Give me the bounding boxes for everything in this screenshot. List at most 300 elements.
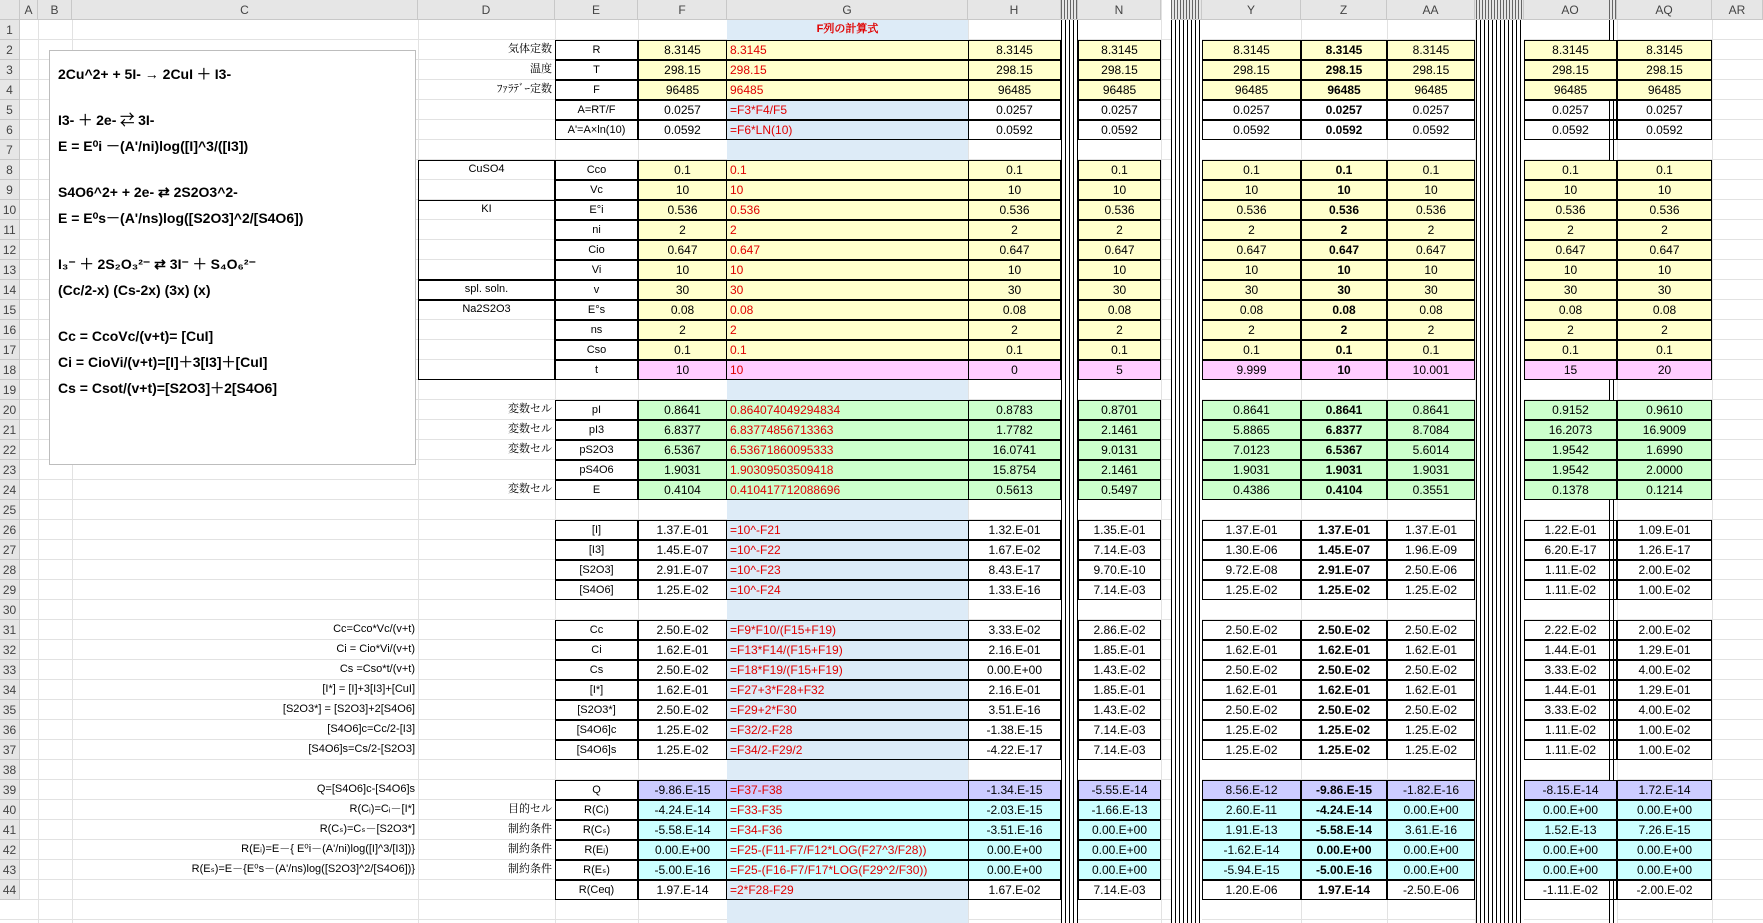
value-cell-aa[interactable]: 0.8641 — [1387, 400, 1475, 420]
value-cell-n[interactable]: 5 — [1078, 360, 1161, 380]
value-cell-aq[interactable]: 2.00.E-02 — [1617, 620, 1712, 640]
value-cell-n[interactable]: 30 — [1078, 280, 1161, 300]
value-cell-ao[interactable]: 8.3145 — [1524, 40, 1617, 60]
value-cell-y[interactable]: 0.08 — [1202, 300, 1301, 320]
value-cell-y[interactable]: 0.1 — [1202, 340, 1301, 360]
value-cell-n[interactable]: 1.85.E-01 — [1078, 680, 1161, 700]
value-cell-h[interactable]: 2 — [968, 220, 1061, 240]
value-cell-h[interactable]: 2 — [968, 320, 1061, 340]
value-cell-y[interactable]: 9.999 — [1202, 360, 1301, 380]
row-header[interactable]: 14 — [0, 280, 20, 300]
value-cell-aq[interactable]: 0.0257 — [1617, 100, 1712, 120]
param-name-cell[interactable]: R — [555, 40, 638, 60]
value-cell-n[interactable]: 0.08 — [1078, 300, 1161, 320]
column-header[interactable]: F — [638, 0, 727, 20]
value-cell-z[interactable]: 0.4104 — [1301, 480, 1387, 500]
param-name-cell[interactable]: E°i — [555, 200, 638, 220]
value-cell-f[interactable]: 1.45.E-07 — [638, 540, 727, 560]
value-cell-ao[interactable]: 96485 — [1524, 80, 1617, 100]
value-cell-f[interactable]: 10 — [638, 360, 727, 380]
value-cell-f[interactable]: 30 — [638, 280, 727, 300]
value-cell-y[interactable]: 0.647 — [1202, 240, 1301, 260]
value-cell-y[interactable]: -5.94.E-15 — [1202, 860, 1301, 880]
value-cell-ao[interactable]: 1.11.E-02 — [1524, 740, 1617, 760]
param-name-cell[interactable]: R(Ceq) — [555, 880, 638, 900]
value-cell-y[interactable]: 1.30.E-06 — [1202, 540, 1301, 560]
value-cell-aa[interactable]: -2.50.E-06 — [1387, 880, 1475, 900]
value-cell-aa[interactable]: 1.96.E-09 — [1387, 540, 1475, 560]
formula-cell-g[interactable]: =F13*F14/(F15+F19) — [727, 640, 968, 660]
value-cell-h[interactable]: 0.08 — [968, 300, 1061, 320]
value-cell-y[interactable]: 2 — [1202, 320, 1301, 340]
value-cell-ao[interactable]: 1.22.E-01 — [1524, 520, 1617, 540]
value-cell-f[interactable]: -5.58.E-14 — [638, 820, 727, 840]
value-cell-aq[interactable]: 0.00.E+00 — [1617, 800, 1712, 820]
value-cell-f[interactable]: 10 — [638, 260, 727, 280]
row-header[interactable]: 5 — [0, 100, 20, 120]
row-header[interactable]: 26 — [0, 520, 20, 540]
value-cell-aa[interactable]: 0.1 — [1387, 160, 1475, 180]
value-cell-aq[interactable]: 4.00.E-02 — [1617, 700, 1712, 720]
value-cell-z[interactable]: 0.08 — [1301, 300, 1387, 320]
value-cell-f[interactable]: 0.1 — [638, 340, 727, 360]
row-header[interactable]: 30 — [0, 600, 20, 620]
value-cell-z[interactable]: 6.8377 — [1301, 420, 1387, 440]
formula-cell-g[interactable]: 0.864074049294834 — [727, 400, 968, 420]
row-header[interactable]: 28 — [0, 560, 20, 580]
row-header[interactable]: 38 — [0, 760, 20, 780]
value-cell-f[interactable]: 2.50.E-02 — [638, 660, 727, 680]
value-cell-aa[interactable]: 2 — [1387, 220, 1475, 240]
value-cell-n[interactable]: 7.14.E-03 — [1078, 740, 1161, 760]
param-name-cell[interactable]: [I3] — [555, 540, 638, 560]
column-header[interactable]: AR — [1712, 0, 1763, 20]
value-cell-n[interactable]: 1.43.E-02 — [1078, 700, 1161, 720]
param-name-cell[interactable]: Vc — [555, 180, 638, 200]
value-cell-y[interactable]: 5.8865 — [1202, 420, 1301, 440]
value-cell-z[interactable]: 0.0257 — [1301, 100, 1387, 120]
value-cell-aa[interactable]: 0.00.E+00 — [1387, 860, 1475, 880]
value-cell-z[interactable]: 10 — [1301, 180, 1387, 200]
value-cell-aq[interactable]: 0.536 — [1617, 200, 1712, 220]
row-header[interactable]: 8 — [0, 160, 20, 180]
value-cell-h[interactable]: 1.7782 — [968, 420, 1061, 440]
value-cell-z[interactable]: 0.0592 — [1301, 120, 1387, 140]
value-cell-aa[interactable]: 2 — [1387, 320, 1475, 340]
value-cell-aq[interactable]: 7.26.E-15 — [1617, 820, 1712, 840]
formula-cell-g[interactable]: =F34-F36 — [727, 820, 968, 840]
value-cell-aa[interactable]: 0.00.E+00 — [1387, 800, 1475, 820]
value-cell-ao[interactable]: 1.52.E-13 — [1524, 820, 1617, 840]
param-name-cell[interactable]: ni — [555, 220, 638, 240]
value-cell-f[interactable]: 8.3145 — [638, 40, 727, 60]
column-header[interactable]: E — [555, 0, 638, 20]
value-cell-f[interactable]: 1.62.E-01 — [638, 680, 727, 700]
value-cell-z[interactable]: 10 — [1301, 360, 1387, 380]
formula-cell-g[interactable]: =F18*F19/(F15+F19) — [727, 660, 968, 680]
value-cell-h[interactable]: 0.536 — [968, 200, 1061, 220]
value-cell-z[interactable]: 1.25.E-02 — [1301, 580, 1387, 600]
value-cell-y[interactable]: 0.1 — [1202, 160, 1301, 180]
param-name-cell[interactable]: Cco — [555, 160, 638, 180]
value-cell-z[interactable]: 2.50.E-02 — [1301, 620, 1387, 640]
value-cell-y[interactable]: 9.72.E-08 — [1202, 560, 1301, 580]
value-cell-n[interactable]: 7.14.E-03 — [1078, 720, 1161, 740]
value-cell-n[interactable]: 2.1461 — [1078, 460, 1161, 480]
value-cell-n[interactable]: 0.536 — [1078, 200, 1161, 220]
value-cell-n[interactable]: 1.85.E-01 — [1078, 640, 1161, 660]
value-cell-f[interactable]: 0.8641 — [638, 400, 727, 420]
value-cell-f[interactable]: 6.5367 — [638, 440, 727, 460]
value-cell-y[interactable]: 0.0257 — [1202, 100, 1301, 120]
value-cell-h[interactable]: 1.67.E-02 — [968, 880, 1061, 900]
value-cell-ao[interactable]: 10 — [1524, 260, 1617, 280]
value-cell-z[interactable]: 96485 — [1301, 80, 1387, 100]
value-cell-aq[interactable]: 10 — [1617, 260, 1712, 280]
value-cell-y[interactable]: 10 — [1202, 180, 1301, 200]
column-header[interactable]: AO — [1524, 0, 1617, 20]
value-cell-aq[interactable]: 2.00.E-02 — [1617, 560, 1712, 580]
value-cell-aq[interactable]: 0.0592 — [1617, 120, 1712, 140]
value-cell-aq[interactable]: 2 — [1617, 220, 1712, 240]
value-cell-h[interactable]: 15.8754 — [968, 460, 1061, 480]
value-cell-h[interactable]: 1.33.E-16 — [968, 580, 1061, 600]
row-header[interactable]: 41 — [0, 820, 20, 840]
collapsed-column-header[interactable] — [1171, 0, 1202, 20]
param-name-cell[interactable]: Vi — [555, 260, 638, 280]
param-name-cell[interactable]: [S4O6]c — [555, 720, 638, 740]
param-name-cell[interactable]: Cs — [555, 660, 638, 680]
collapsed-column-header[interactable] — [1476, 0, 1524, 20]
value-cell-aq[interactable]: 30 — [1617, 280, 1712, 300]
row-header[interactable]: 36 — [0, 720, 20, 740]
value-cell-f[interactable]: 96485 — [638, 80, 727, 100]
value-cell-ao[interactable]: 0.1378 — [1524, 480, 1617, 500]
formula-cell-g[interactable]: =10^-F22 — [727, 540, 968, 560]
formula-cell-g[interactable]: 0.1 — [727, 160, 968, 180]
value-cell-y[interactable]: 2 — [1202, 220, 1301, 240]
value-cell-aq[interactable]: 2.0000 — [1617, 460, 1712, 480]
value-cell-y[interactable]: 1.20.E-06 — [1202, 880, 1301, 900]
value-cell-aa[interactable]: 0.1 — [1387, 340, 1475, 360]
value-cell-n[interactable]: 10 — [1078, 260, 1161, 280]
value-cell-ao[interactable]: 10 — [1524, 180, 1617, 200]
value-cell-y[interactable]: 1.62.E-01 — [1202, 680, 1301, 700]
value-cell-y[interactable]: 1.25.E-02 — [1202, 580, 1301, 600]
value-cell-h[interactable]: -3.51.E-16 — [968, 820, 1061, 840]
value-cell-aq[interactable]: 4.00.E-02 — [1617, 660, 1712, 680]
value-cell-ao[interactable]: -1.11.E-02 — [1524, 880, 1617, 900]
param-name-cell[interactable]: A'=A×ln(10) — [555, 120, 638, 140]
value-cell-z[interactable]: 10 — [1301, 260, 1387, 280]
column-header[interactable]: Z — [1301, 0, 1387, 20]
formula-cell-g[interactable]: =F6*LN(10) — [727, 120, 968, 140]
value-cell-ao[interactable]: 0.1 — [1524, 160, 1617, 180]
value-cell-f[interactable]: 2.91.E-07 — [638, 560, 727, 580]
formula-cell-g[interactable]: 6.53671860095333 — [727, 440, 968, 460]
value-cell-f[interactable]: 0.1 — [638, 160, 727, 180]
value-cell-y[interactable]: 8.56.E-12 — [1202, 780, 1301, 800]
formula-cell-g[interactable]: =F25-(F16-F7/F17*LOG(F29^2/F30)) — [727, 860, 968, 880]
value-cell-ao[interactable]: 1.9542 — [1524, 460, 1617, 480]
value-cell-aq[interactable]: 20 — [1617, 360, 1712, 380]
value-cell-n[interactable]: -1.66.E-13 — [1078, 800, 1161, 820]
value-cell-n[interactable]: 0.647 — [1078, 240, 1161, 260]
value-cell-aa[interactable]: 2.50.E-06 — [1387, 560, 1475, 580]
value-cell-z[interactable]: 30 — [1301, 280, 1387, 300]
value-cell-y[interactable]: 7.0123 — [1202, 440, 1301, 460]
value-cell-h[interactable]: 3.33.E-02 — [968, 620, 1061, 640]
value-cell-h[interactable]: 0.0257 — [968, 100, 1061, 120]
value-cell-n[interactable]: 2 — [1078, 320, 1161, 340]
value-cell-aa[interactable]: 10 — [1387, 260, 1475, 280]
value-cell-aq[interactable]: 1.26.E-17 — [1617, 540, 1712, 560]
value-cell-aa[interactable]: 8.3145 — [1387, 40, 1475, 60]
value-cell-aq[interactable]: 1.00.E-02 — [1617, 720, 1712, 740]
param-name-cell[interactable]: R(Eₛ) — [555, 860, 638, 880]
value-cell-aa[interactable]: 298.15 — [1387, 60, 1475, 80]
value-cell-aq[interactable]: 1.6990 — [1617, 440, 1712, 460]
value-cell-aq[interactable]: 0.1 — [1617, 160, 1712, 180]
param-name-cell[interactable]: Q — [555, 780, 638, 800]
value-cell-aa[interactable]: 0.08 — [1387, 300, 1475, 320]
value-cell-z[interactable]: -5.58.E-14 — [1301, 820, 1387, 840]
formula-cell-g[interactable]: 10 — [727, 180, 968, 200]
value-cell-ao[interactable]: 2 — [1524, 220, 1617, 240]
value-cell-n[interactable]: 2.86.E-02 — [1078, 620, 1161, 640]
value-cell-ao[interactable]: 0.536 — [1524, 200, 1617, 220]
formula-cell-g[interactable]: 10 — [727, 260, 968, 280]
value-cell-z[interactable]: 1.62.E-01 — [1301, 680, 1387, 700]
value-cell-aq[interactable]: 1.09.E-01 — [1617, 520, 1712, 540]
value-cell-y[interactable]: 1.37.E-01 — [1202, 520, 1301, 540]
value-cell-y[interactable]: 0.8641 — [1202, 400, 1301, 420]
value-cell-aq[interactable]: 1.00.E-02 — [1617, 740, 1712, 760]
formula-cell-g[interactable]: =10^-F24 — [727, 580, 968, 600]
value-cell-y[interactable]: 2.50.E-02 — [1202, 660, 1301, 680]
value-cell-n[interactable]: 0.00.E+00 — [1078, 860, 1161, 880]
value-cell-f[interactable]: -4.24.E-14 — [638, 800, 727, 820]
row-header[interactable]: 1 — [0, 20, 20, 40]
value-cell-n[interactable]: 96485 — [1078, 80, 1161, 100]
value-cell-h[interactable]: 96485 — [968, 80, 1061, 100]
value-cell-ao[interactable]: 0.1 — [1524, 340, 1617, 360]
value-cell-h[interactable]: 0.8783 — [968, 400, 1061, 420]
value-cell-y[interactable]: 0.4386 — [1202, 480, 1301, 500]
value-cell-h[interactable]: 0.00.E+00 — [968, 840, 1061, 860]
value-cell-f[interactable]: 0.08 — [638, 300, 727, 320]
value-cell-aq[interactable]: 1.29.E-01 — [1617, 640, 1712, 660]
value-cell-n[interactable]: 2.1461 — [1078, 420, 1161, 440]
value-cell-z[interactable]: 0.8641 — [1301, 400, 1387, 420]
value-cell-n[interactable]: 0.0592 — [1078, 120, 1161, 140]
value-cell-z[interactable]: 2.50.E-02 — [1301, 660, 1387, 680]
value-cell-y[interactable]: 30 — [1202, 280, 1301, 300]
value-cell-ao[interactable]: 0.00.E+00 — [1524, 800, 1617, 820]
value-cell-f[interactable]: 0.0257 — [638, 100, 727, 120]
value-cell-h[interactable]: 2.16.E-01 — [968, 640, 1061, 660]
value-cell-y[interactable]: 2.50.E-02 — [1202, 620, 1301, 640]
value-cell-f[interactable]: 1.25.E-02 — [638, 740, 727, 760]
value-cell-f[interactable]: 1.97.E-14 — [638, 880, 727, 900]
formula-cell-g[interactable]: 0.536 — [727, 200, 968, 220]
value-cell-f[interactable]: 1.37.E-01 — [638, 520, 727, 540]
param-name-cell[interactable]: [S4O6] — [555, 580, 638, 600]
value-cell-h[interactable]: 8.3145 — [968, 40, 1061, 60]
param-name-cell[interactable]: T — [555, 60, 638, 80]
value-cell-ao[interactable]: 0.00.E+00 — [1524, 860, 1617, 880]
param-name-cell[interactable]: t — [555, 360, 638, 380]
value-cell-aq[interactable]: -2.00.E-02 — [1617, 880, 1712, 900]
formula-cell-g[interactable]: 0.647 — [727, 240, 968, 260]
formula-cell-g[interactable]: =F29+2*F30 — [727, 700, 968, 720]
value-cell-aq[interactable]: 0.9610 — [1617, 400, 1712, 420]
value-cell-aq[interactable]: 16.9009 — [1617, 420, 1712, 440]
value-cell-f[interactable]: 0.4104 — [638, 480, 727, 500]
value-cell-z[interactable]: 6.5367 — [1301, 440, 1387, 460]
value-cell-aa[interactable]: 0.647 — [1387, 240, 1475, 260]
param-name-cell[interactable]: [I] — [555, 520, 638, 540]
row-header[interactable]: 32 — [0, 640, 20, 660]
column-header[interactable]: D — [418, 0, 555, 20]
value-cell-ao[interactable]: 2.22.E-02 — [1524, 620, 1617, 640]
column-header[interactable]: B — [38, 0, 72, 20]
value-cell-n[interactable]: 298.15 — [1078, 60, 1161, 80]
value-cell-n[interactable]: 9.70.E-10 — [1078, 560, 1161, 580]
value-cell-z[interactable]: 1.45.E-07 — [1301, 540, 1387, 560]
formula-cell-g[interactable]: =F37-F38 — [727, 780, 968, 800]
value-cell-z[interactable]: 1.25.E-02 — [1301, 740, 1387, 760]
row-header[interactable]: 17 — [0, 340, 20, 360]
value-cell-aa[interactable]: 2.50.E-02 — [1387, 620, 1475, 640]
value-cell-z[interactable]: 1.37.E-01 — [1301, 520, 1387, 540]
value-cell-y[interactable]: 1.9031 — [1202, 460, 1301, 480]
value-cell-h[interactable]: 0.00.E+00 — [968, 660, 1061, 680]
value-cell-f[interactable]: 2 — [638, 220, 727, 240]
value-cell-f[interactable]: 10 — [638, 180, 727, 200]
value-cell-aa[interactable]: 30 — [1387, 280, 1475, 300]
row-header[interactable]: 34 — [0, 680, 20, 700]
row-header[interactable]: 42 — [0, 840, 20, 860]
value-cell-aq[interactable]: 0.1 — [1617, 340, 1712, 360]
value-cell-h[interactable]: 0.647 — [968, 240, 1061, 260]
value-cell-h[interactable]: 10 — [968, 180, 1061, 200]
collapsed-column-header[interactable] — [1609, 0, 1617, 20]
formula-cell-g[interactable]: =F9*F10/(F15+F19) — [727, 620, 968, 640]
value-cell-aa[interactable]: 3.61.E-16 — [1387, 820, 1475, 840]
value-cell-aa[interactable]: 10.001 — [1387, 360, 1475, 380]
value-cell-n[interactable]: 0.00.E+00 — [1078, 840, 1161, 860]
value-cell-ao[interactable]: 3.33.E-02 — [1524, 660, 1617, 680]
value-cell-z[interactable]: 0.536 — [1301, 200, 1387, 220]
value-cell-y[interactable]: 10 — [1202, 260, 1301, 280]
column-header[interactable]: N — [1078, 0, 1161, 20]
value-cell-aq[interactable]: 8.3145 — [1617, 40, 1712, 60]
param-name-cell[interactable]: Cio — [555, 240, 638, 260]
param-name-cell[interactable]: pI — [555, 400, 638, 420]
value-cell-n[interactable]: 0.8701 — [1078, 400, 1161, 420]
row-header[interactable]: 10 — [0, 200, 20, 220]
column-header[interactable]: AA — [1387, 0, 1475, 20]
value-cell-aq[interactable]: 298.15 — [1617, 60, 1712, 80]
value-cell-y[interactable]: 0.0592 — [1202, 120, 1301, 140]
value-cell-z[interactable]: 1.97.E-14 — [1301, 880, 1387, 900]
value-cell-z[interactable]: 0.1 — [1301, 340, 1387, 360]
value-cell-aa[interactable]: 0.00.E+00 — [1387, 840, 1475, 860]
formula-cell-g[interactable]: =F34/2-F29/2 — [727, 740, 968, 760]
value-cell-h[interactable]: 1.32.E-01 — [968, 520, 1061, 540]
value-cell-n[interactable]: 9.0131 — [1078, 440, 1161, 460]
param-name-cell[interactable]: Cso — [555, 340, 638, 360]
param-name-cell[interactable]: pS2O3 — [555, 440, 638, 460]
value-cell-f[interactable]: 1.9031 — [638, 460, 727, 480]
value-cell-n[interactable]: -5.55.E-14 — [1078, 780, 1161, 800]
value-cell-aa[interactable]: 1.25.E-02 — [1387, 580, 1475, 600]
value-cell-z[interactable]: 1.9031 — [1301, 460, 1387, 480]
value-cell-z[interactable]: 2 — [1301, 320, 1387, 340]
value-cell-z[interactable]: 0.1 — [1301, 160, 1387, 180]
value-cell-n[interactable]: 8.3145 — [1078, 40, 1161, 60]
column-header[interactable]: G — [727, 0, 968, 20]
value-cell-f[interactable]: 2.50.E-02 — [638, 620, 727, 640]
row-header[interactable]: 44 — [0, 880, 20, 900]
value-cell-aq[interactable]: 0.08 — [1617, 300, 1712, 320]
value-cell-h[interactable]: 0.1 — [968, 340, 1061, 360]
value-cell-y[interactable]: 8.3145 — [1202, 40, 1301, 60]
value-cell-h[interactable]: 30 — [968, 280, 1061, 300]
param-name-cell[interactable]: pI3 — [555, 420, 638, 440]
param-name-cell[interactable]: [S4O6]s — [555, 740, 638, 760]
value-cell-ao[interactable]: 30 — [1524, 280, 1617, 300]
param-name-cell[interactable]: A=RT/F — [555, 100, 638, 120]
param-name-cell[interactable]: ns — [555, 320, 638, 340]
value-cell-aa[interactable]: 2.50.E-02 — [1387, 660, 1475, 680]
param-name-cell[interactable]: R(Cᵢ) — [555, 800, 638, 820]
value-cell-ao[interactable]: -8.15.E-14 — [1524, 780, 1617, 800]
row-header[interactable]: 25 — [0, 500, 20, 520]
value-cell-aq[interactable]: 0.00.E+00 — [1617, 840, 1712, 860]
value-cell-ao[interactable]: 1.9542 — [1524, 440, 1617, 460]
value-cell-aq[interactable]: 1.00.E-02 — [1617, 580, 1712, 600]
value-cell-ao[interactable]: 0.9152 — [1524, 400, 1617, 420]
param-name-cell[interactable]: v — [555, 280, 638, 300]
value-cell-ao[interactable]: 16.2073 — [1524, 420, 1617, 440]
row-header[interactable]: 39 — [0, 780, 20, 800]
value-cell-h[interactable]: 0.5613 — [968, 480, 1061, 500]
value-cell-f[interactable]: -5.00.E-16 — [638, 860, 727, 880]
value-cell-aa[interactable]: 96485 — [1387, 80, 1475, 100]
formula-cell-g[interactable]: 0.1 — [727, 340, 968, 360]
row-header[interactable]: 4 — [0, 80, 20, 100]
value-cell-ao[interactable]: 0.00.E+00 — [1524, 840, 1617, 860]
row-header[interactable]: 31 — [0, 620, 20, 640]
row-header[interactable]: 18 — [0, 360, 20, 380]
param-name-cell[interactable]: E°s — [555, 300, 638, 320]
row-header[interactable]: 20 — [0, 400, 20, 420]
value-cell-f[interactable]: 298.15 — [638, 60, 727, 80]
value-cell-aq[interactable]: 1.72.E-14 — [1617, 780, 1712, 800]
formula-cell-g[interactable]: =F25-(F11-F7/F12*LOG(F27^3/F28)) — [727, 840, 968, 860]
value-cell-aa[interactable]: 2.50.E-02 — [1387, 700, 1475, 720]
value-cell-f[interactable]: 0.647 — [638, 240, 727, 260]
formula-cell-g[interactable]: 0.410417712088696 — [727, 480, 968, 500]
value-cell-y[interactable]: 1.25.E-02 — [1202, 720, 1301, 740]
row-header[interactable]: 15 — [0, 300, 20, 320]
value-cell-f[interactable]: 2 — [638, 320, 727, 340]
row-header[interactable]: 33 — [0, 660, 20, 680]
param-name-cell[interactable]: R(Cₛ) — [555, 820, 638, 840]
value-cell-aa[interactable]: 5.6014 — [1387, 440, 1475, 460]
